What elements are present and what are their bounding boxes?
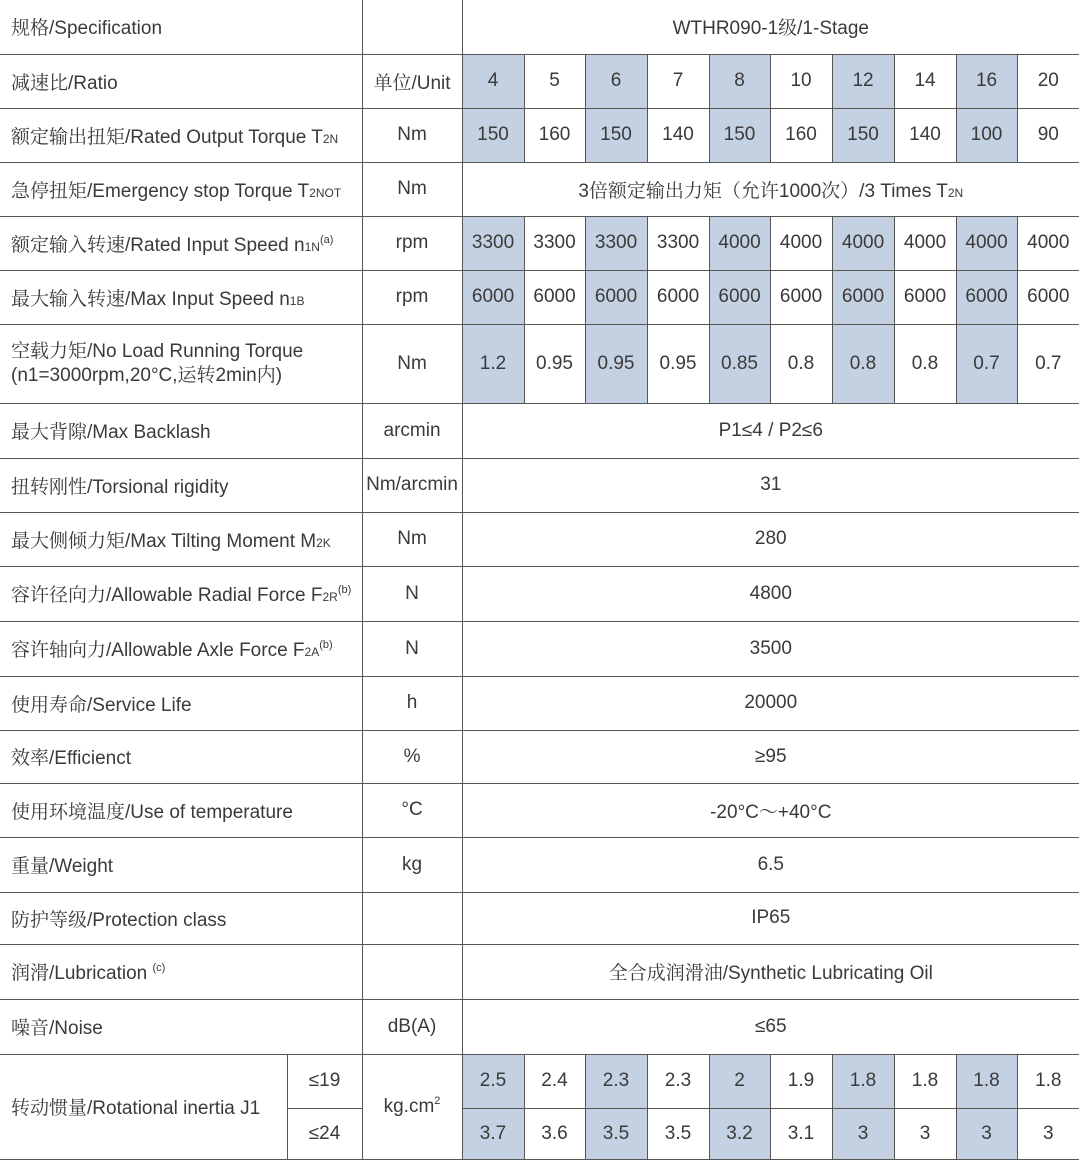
inertia-value: 3.2	[709, 1108, 770, 1159]
ratio-value: 4	[462, 54, 524, 108]
inertia-sub-label: ≤19	[287, 1054, 362, 1108]
max-speed-value: 6000	[647, 270, 709, 324]
temperature-value: -20°C～+40°C	[462, 783, 1079, 837]
table-row	[0, 162, 1079, 216]
table-row	[0, 1054, 1079, 1108]
ratio-value: 12	[832, 54, 894, 108]
no-load-torque-value: 1.2	[462, 324, 524, 403]
no-load-torque-value: 0.85	[709, 324, 770, 403]
axle-unit: N	[362, 621, 462, 676]
tilting-unit: Nm	[362, 512, 462, 566]
inertia-value: 1.8	[1017, 1054, 1079, 1108]
max-speed-value: 6000	[770, 270, 832, 324]
table-row	[0, 270, 1079, 324]
max-speed-value: 6000	[894, 270, 956, 324]
rated-torque-value: 150	[832, 108, 894, 162]
lubrication-value: 全合成润滑油/Synthetic Lubricating Oil	[462, 944, 1079, 999]
max-speed-unit: rpm	[362, 270, 462, 324]
rated-torque-value: 160	[524, 108, 585, 162]
table-row	[0, 999, 1079, 1054]
ratio-value: 7	[647, 54, 709, 108]
ratio-value: 20	[1017, 54, 1079, 108]
rated-torque-value: 90	[1017, 108, 1079, 162]
no-load-torque-value: 0.95	[585, 324, 647, 403]
rated-torque-value: 100	[956, 108, 1017, 162]
rated-torque-value: 140	[647, 108, 709, 162]
backlash-label: 最大背隙/Max Backlash	[0, 403, 362, 458]
ratio-value: 6	[585, 54, 647, 108]
inertia-value: 3	[1017, 1108, 1079, 1159]
noise-unit: dB(A)	[362, 999, 462, 1054]
inertia-value: 2	[709, 1054, 770, 1108]
efficiency-label: 效率/Efficienct	[0, 730, 362, 783]
max-speed-value: 6000	[524, 270, 585, 324]
radial-label: 容许径向力/Allowable Radial Force $F2R^{(b)}$	[0, 566, 362, 621]
table-row	[0, 837, 1079, 892]
weight-unit: kg	[362, 837, 462, 892]
rated-speed-value: 3300	[462, 216, 524, 270]
max-speed-value: 6000	[709, 270, 770, 324]
temperature-unit: °C	[362, 783, 462, 837]
ratio-value: 16	[956, 54, 1017, 108]
no-load-torque-value: 0.8	[894, 324, 956, 403]
spec-value: WTHR090-1级/1-Stage	[462, 0, 1079, 54]
protection-unit	[362, 892, 462, 944]
rated-torque-value: 140	[894, 108, 956, 162]
no-load-torque-label: 空载力矩/No Load Running Torque (n1=3000rpm,20°C,运转2min内)	[0, 324, 362, 403]
ratio-value: 10	[770, 54, 832, 108]
rated-torque-value: 150	[462, 108, 524, 162]
noise-value: ≤65	[462, 999, 1079, 1054]
table-row	[0, 458, 1079, 512]
rated-speed-label: 额定输入转速/Rated Input Speed $n1N^{(a)}$	[0, 216, 362, 270]
axle-value: 3500	[462, 621, 1079, 676]
life-unit: h	[362, 676, 462, 730]
inertia-value: 3.5	[585, 1108, 647, 1159]
inertia-value: 2.3	[585, 1054, 647, 1108]
spec-label: 规格/Specification	[0, 0, 362, 54]
max-speed-value: 6000	[1017, 270, 1079, 324]
lubrication-label: 润滑/Lubrication $^{(c)}$	[0, 944, 362, 999]
inertia-value: 3.5	[647, 1108, 709, 1159]
no-load-torque-value: 0.7	[956, 324, 1017, 403]
inertia-value: 1.8	[894, 1054, 956, 1108]
protection-value: IP65	[462, 892, 1079, 944]
table-row	[0, 108, 1079, 162]
spec-unit-cell	[362, 0, 462, 54]
table-row	[0, 892, 1079, 944]
rated-speed-value: 4000	[894, 216, 956, 270]
inertia-value: 2.5	[462, 1054, 524, 1108]
tilting-value: 280	[462, 512, 1079, 566]
noise-label: 噪音/Noise	[0, 999, 362, 1054]
radial-value: 4800	[462, 566, 1079, 621]
rated-torque-value: 160	[770, 108, 832, 162]
rated-torque-value: 150	[585, 108, 647, 162]
inertia-value: 2.4	[524, 1054, 585, 1108]
max-speed-label: 最大输入转速/Max Input Speed n1B	[0, 270, 362, 324]
no-load-torque-value: 0.7	[1017, 324, 1079, 403]
emergency-torque-value: 3倍额定输出力矩（允许1000次）/3 Times T2N	[462, 162, 1079, 216]
rigidity-unit: Nm/arcmin	[362, 458, 462, 512]
inertia-value: 1.8	[956, 1054, 1017, 1108]
ratio-label: 减速比/Ratio	[0, 54, 362, 108]
life-value: 20000	[462, 676, 1079, 730]
inertia-value: 3	[956, 1108, 1017, 1159]
table-row	[0, 621, 1079, 676]
weight-label: 重量/Weight	[0, 837, 362, 892]
inertia-value: 1.9	[770, 1054, 832, 1108]
table-row	[0, 783, 1079, 837]
table-row	[0, 54, 1079, 108]
table-row	[0, 944, 1079, 999]
table-row	[0, 566, 1079, 621]
rigidity-value: 31	[462, 458, 1079, 512]
rated-speed-value: 3300	[524, 216, 585, 270]
no-load-torque-value: 0.95	[647, 324, 709, 403]
max-speed-value: 6000	[832, 270, 894, 324]
rated-speed-value: 4000	[770, 216, 832, 270]
backlash-unit: arcmin	[362, 403, 462, 458]
axle-label: 容许轴向力/Allowable Axle Force $F2A^{(b)}$	[0, 621, 362, 676]
efficiency-value: ≥95	[462, 730, 1079, 783]
inertia-value: 3	[832, 1108, 894, 1159]
rigidity-label: 扭转刚性/Torsional rigidity	[0, 458, 362, 512]
table-row	[0, 216, 1079, 270]
inertia-value: 3.1	[770, 1108, 832, 1159]
rated-speed-unit: rpm	[362, 216, 462, 270]
max-speed-value: 6000	[462, 270, 524, 324]
inertia-value: 1.8	[832, 1054, 894, 1108]
ratio-value: 8	[709, 54, 770, 108]
inertia-sub-label: ≤24	[287, 1108, 362, 1159]
no-load-torque-unit: Nm	[362, 324, 462, 403]
table-row	[0, 0, 1079, 54]
table-row	[0, 403, 1079, 458]
max-speed-value: 6000	[956, 270, 1017, 324]
temperature-label: 使用环境温度/Use of temperature	[0, 783, 362, 837]
rated-torque-value: 150	[709, 108, 770, 162]
lubrication-unit	[362, 944, 462, 999]
emergency-torque-label: 急停扭矩/Emergency stop Torque T2NOT	[0, 162, 362, 216]
rated-speed-value: 4000	[832, 216, 894, 270]
tilting-label: 最大侧倾力矩/Max Tilting Moment M2K	[0, 512, 362, 566]
rated-torque-unit: Nm	[362, 108, 462, 162]
radial-unit: N	[362, 566, 462, 621]
inertia-value: 2.3	[647, 1054, 709, 1108]
table-row	[0, 730, 1079, 783]
inertia-unit: $kg.cm^2$	[362, 1054, 462, 1159]
inertia-label: 转动惯量/Rotational inertia J1	[0, 1054, 287, 1159]
rated-speed-value: 3300	[647, 216, 709, 270]
table-row	[0, 512, 1079, 566]
max-speed-value: 6000	[585, 270, 647, 324]
rated-speed-value: 4000	[1017, 216, 1079, 270]
inertia-value: 3.6	[524, 1108, 585, 1159]
life-label: 使用寿命/Service Life	[0, 676, 362, 730]
table-row	[0, 676, 1079, 730]
rated-torque-label: 额定输出扭矩/Rated Output Torque T2N	[0, 108, 362, 162]
no-load-torque-value: 0.95	[524, 324, 585, 403]
ratio-value: 14	[894, 54, 956, 108]
no-load-torque-value: 0.8	[832, 324, 894, 403]
backlash-value: P1≤4 / P2≤6	[462, 403, 1079, 458]
protection-label: 防护等级/Protection class	[0, 892, 362, 944]
inertia-value: 3	[894, 1108, 956, 1159]
table-row	[0, 324, 1079, 403]
ratio-value: 5	[524, 54, 585, 108]
rated-speed-value: 4000	[709, 216, 770, 270]
rated-speed-value: 4000	[956, 216, 1017, 270]
rated-speed-value: 3300	[585, 216, 647, 270]
weight-value: 6.5	[462, 837, 1079, 892]
no-load-torque-value: 0.8	[770, 324, 832, 403]
ratio-unit: 单位/Unit	[362, 54, 462, 108]
efficiency-unit: %	[362, 730, 462, 783]
inertia-value: 3.7	[462, 1108, 524, 1159]
emergency-torque-unit: Nm	[362, 162, 462, 216]
